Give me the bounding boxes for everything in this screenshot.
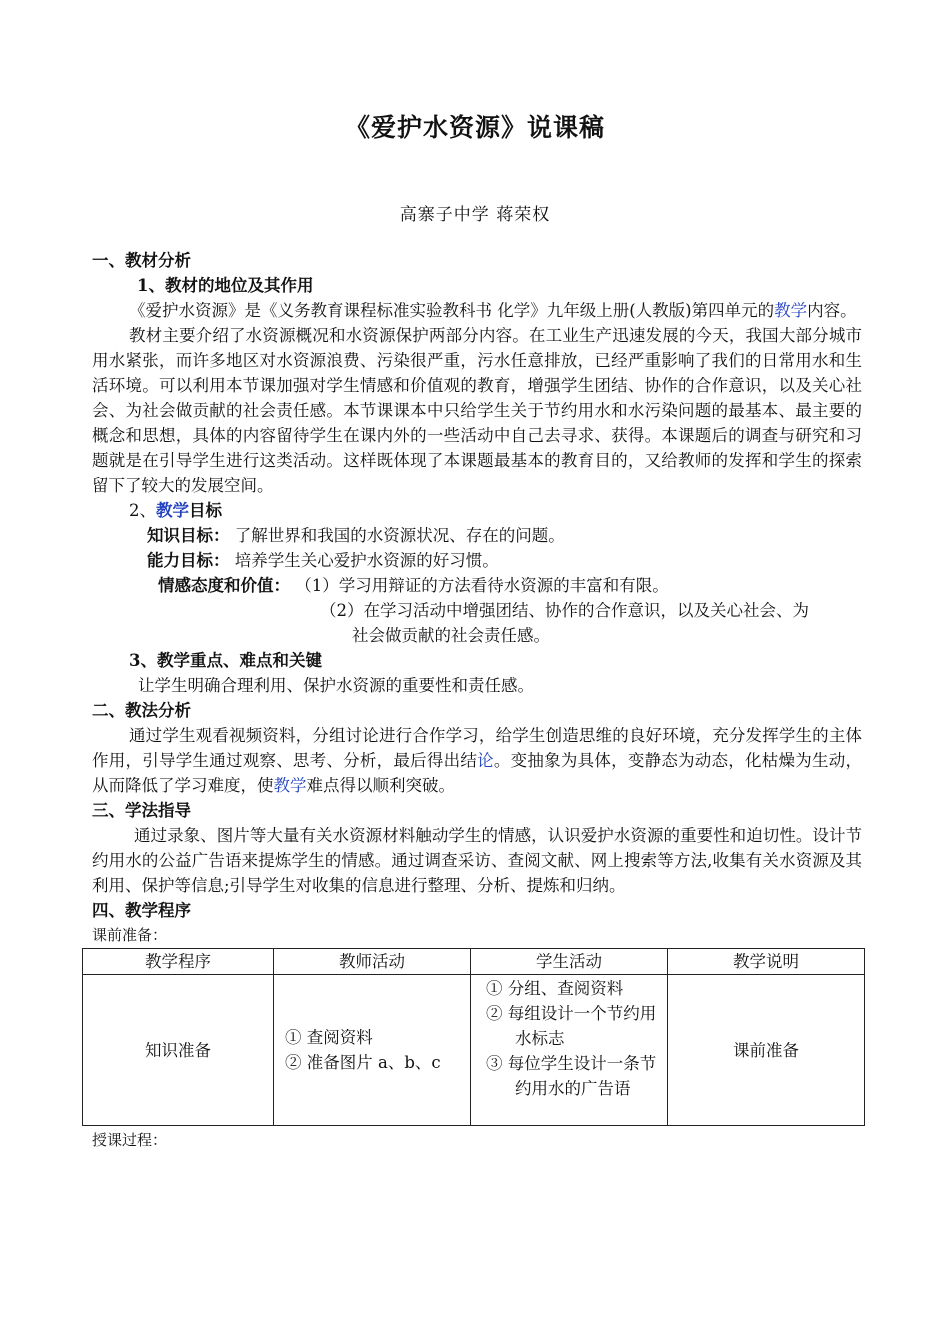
emotion-goal-label: 情感态度和价值： xyxy=(158,576,290,595)
teaching-link[interactable]: 教学 xyxy=(156,501,189,520)
ability-goal-label: 能力目标： xyxy=(147,551,230,570)
text: 2、 xyxy=(129,501,156,520)
text: 《爱护水资源》是《义务教育课程标准实验教科书 化学》九年级上册(人教版)第四单元的 xyxy=(129,301,775,320)
teaching-link[interactable]: 教学 xyxy=(774,301,808,320)
section-4-heading: 四、教学程序 xyxy=(92,901,191,920)
list-item: ① 查阅资料 xyxy=(285,1028,373,1047)
paragraph-key-points: 让学生明确合理利用、保护水资源的重要性和责任感。 xyxy=(138,676,534,695)
emotion-goal-item-2b: 社会做贡献的社会责任感。 xyxy=(352,626,550,645)
column-header: 学生活动 xyxy=(471,949,668,975)
preparation-table xyxy=(82,948,865,1126)
section-3-heading: 三、学法指导 xyxy=(92,801,191,820)
pre-class-label: 课前准备： xyxy=(92,926,168,944)
section-2-heading: 二、教法分析 xyxy=(92,701,191,720)
subsection-2-heading xyxy=(92,498,862,523)
subsection-3-heading: 3、教学重点、难点和关键 xyxy=(129,651,322,670)
text: 通过学生观看视频资料，分组讨论进行合作学习，给学生创造思维的良好环境，充分发挥学生的主体作用，引导学生通过观察、思考、分析，最后得出结 xyxy=(92,726,862,770)
table-header-row xyxy=(83,949,865,975)
section-1-heading: 一、教材分析 xyxy=(92,251,191,270)
knowledge-goal-label: 知识目标： xyxy=(147,526,230,545)
teacher-activity-list xyxy=(275,1025,469,1075)
paragraph-textbook-content: 教材主要介绍了水资源概况和水资源保护两部分内容。在工业生产迅速发展的今天，我国大部分城市用水紧张，而许多地区对水资源浪费、污染很严重，污水任意排放，已经严重影响了我们的日常用水和生活环境。可以利用本节课加强对学生情感和价值观的教育，增强学生团结、协作的合作意识，以及关心社会、为社会做贡献的社会责任感。本节课课本中只给学生关于节约用水和水污染问题的最基本、最主要的概念和思想，具体的内容留待学生在课内外的一些活动中自己去寻求、获得。本课题后的调查与研究和习题就是在引导学生进行这类活动。这样既体现了本课题最基本的教育目的，又给教师的发挥和学生的探索留下了较大的发展空间。 xyxy=(92,326,862,495)
text: 内容。 xyxy=(807,301,857,320)
ability-goal-text: 培养学生关心爱护水资源的好习惯。 xyxy=(234,551,499,570)
student-activity-cell xyxy=(471,975,668,1126)
paragraph-learning-method: 通过录象、图片等大量有关水资源材料触动学生的情感，认识爱护水资源的重要性和迫切性。设计节约用水的公益广告语来提炼学生的情感。通过调查采访、查阅文献、网上搜索等方法,收集有关水资源及其利用、保护等信息;引导学生对收集的信息进行整理、分析、提炼和归纳。 xyxy=(92,826,862,895)
knowledge-goal xyxy=(92,523,862,548)
teacher-activity-cell xyxy=(274,975,471,1126)
page-title: 《爱护水资源》说课稿 xyxy=(344,113,605,142)
ability-goal xyxy=(92,548,862,573)
emotion-goal-item-2a: （2）在学习活动中增强团结、协作的合作意识，以及关心社会、为 xyxy=(320,601,809,620)
table-row xyxy=(83,975,865,1126)
note-cell: 课前准备 xyxy=(668,975,865,1126)
list-item: ② 准备图片 a、b、c xyxy=(285,1053,441,1072)
paragraph-textbook-intro xyxy=(92,298,862,323)
column-header: 教学程序 xyxy=(83,949,274,975)
list-item: ③ 每位学生设计一条节约用水的广告语 xyxy=(486,1054,657,1098)
student-activity-list xyxy=(472,976,666,1101)
document-body xyxy=(92,248,862,1153)
column-header: 教师活动 xyxy=(274,949,471,975)
column-header: 教学说明 xyxy=(668,949,865,975)
text: 难点得以顺利突破。 xyxy=(306,776,455,795)
list-item: ① 分组、查阅资料 xyxy=(486,979,624,998)
text: 。变抽象为具体，变静态为动态，化枯燥为生动，从而降低了学习难度，使 xyxy=(92,751,863,795)
in-class-label: 授课过程： xyxy=(92,1131,168,1149)
text: 目标 xyxy=(189,501,222,520)
conclusion-link[interactable]: 论 xyxy=(477,751,494,770)
paragraph-teaching-method xyxy=(92,723,862,798)
emotion-goal xyxy=(92,573,862,598)
stage-cell: 知识准备 xyxy=(83,975,274,1126)
emotion-goal-item-1: （1）学习用辩证的方法看待水资源的丰富和有限。 xyxy=(295,576,669,595)
list-item: ② 每组设计一个节约用水标志 xyxy=(486,1004,657,1048)
knowledge-goal-text: 了解世界和我国的水资源状况、存在的问题。 xyxy=(234,526,565,545)
subsection-1-heading: 1、教材的地位及其作用 xyxy=(137,276,314,295)
author-line: 高寨子中学 蒋荣权 xyxy=(399,205,551,225)
teaching-link[interactable]: 教学 xyxy=(273,776,307,795)
